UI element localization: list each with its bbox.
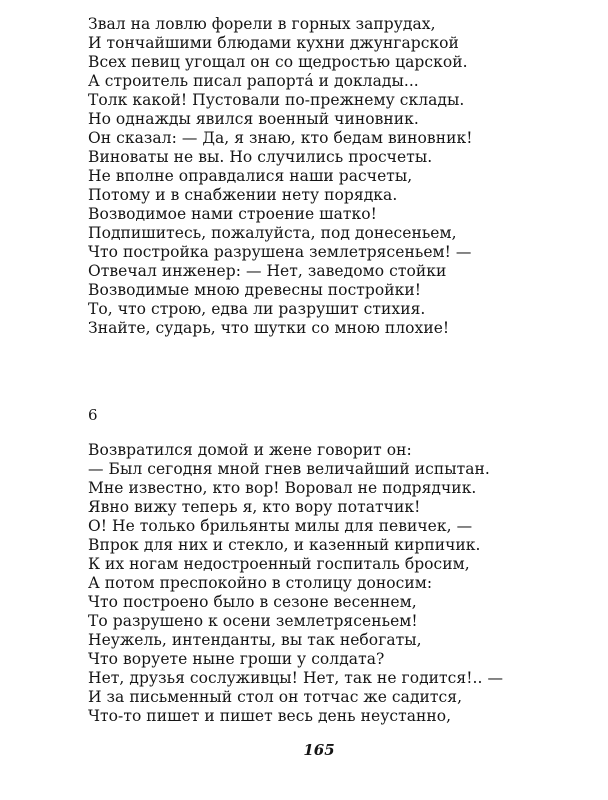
poem-line: Отвечал инженер: — Нет, заведомо стойки	[88, 262, 447, 280]
poem-line: — Был сегодня мной гнев величайший испытан.	[88, 460, 490, 478]
poem-line: О! Не только брильянты милы для певичек, —	[88, 517, 473, 535]
poem-line: И тончайшими блюдами кухни джунгарской	[88, 34, 459, 52]
poem-line: И за письменный стол он тотчас же садится,	[88, 688, 463, 706]
poem-line: Но однажды явился военный чиновник.	[88, 110, 419, 128]
poem-stanza-1	[88, 15, 588, 338]
poem-line: Возводимое нами строение шатко!	[88, 205, 377, 223]
poem-line: Он сказал: — Да, я знаю, кто бедам виновник!	[88, 129, 473, 147]
poem-line: Возвратился домой и жене говорит он:	[88, 441, 412, 459]
poem-line: Возводимые мною древесны постройки!	[88, 281, 422, 299]
poem-line: Знайте, сударь, что шутки со мною плохие!	[88, 319, 450, 337]
poem-line: Что воруете ныне гроши у солдата?	[88, 650, 385, 668]
poem-line: Мне известно, кто вор! Воровал не подрядчик.	[88, 479, 477, 497]
poem-line: Неужель, интенданты, вы так небогаты,	[88, 631, 422, 649]
poem-stanza-2	[88, 441, 588, 726]
poem-line: Впрок для них и стекло, и казенный кирпичик.	[88, 536, 481, 554]
poem-line: Толк какой! Пустовали по-прежнему склады.	[88, 91, 465, 109]
poem-line: То, что строю, едва ли разрушит стихия.	[88, 300, 426, 318]
poem-line: Что-то пишет и пишет весь день неустанно,	[88, 707, 452, 725]
page-number: 165	[303, 741, 335, 759]
poem-line: К их ногам недостроенный госпиталь бросим,	[88, 555, 470, 573]
poem-line: А потом преспокойно в столицу доносим:	[88, 574, 433, 592]
poem-line: То разрушено к осени землетрясеньем!	[88, 612, 418, 630]
poem-line: Виноваты не вы. Но случились просчеты.	[88, 148, 433, 166]
poem-line: Всех певиц угощал он со щедростью царской.	[88, 53, 468, 71]
poem-line: Явно вижу теперь я, кто вору потатчик!	[88, 498, 421, 516]
poem-line: Не вполне оправдалися наши расчеты,	[88, 167, 413, 185]
section-number: 6	[88, 406, 98, 424]
poem-line: Что постройка разрушена землетрясеньем! —	[88, 243, 472, 261]
poem-line: Потому и в снабжении нету порядка.	[88, 186, 398, 204]
poem-line: Подпишитесь, пожалуйста, под донесеньем,	[88, 224, 457, 242]
poem-line: А строитель писал рапорта́ и доклады...	[88, 72, 419, 90]
poem-line: Звал на ловлю форели в горных запрудах,	[88, 15, 436, 33]
poem-line: Нет, друзья сослуживцы! Нет, так не годится!.. —	[88, 669, 503, 687]
poem-line: Что построено было в сезоне весеннем,	[88, 593, 417, 611]
